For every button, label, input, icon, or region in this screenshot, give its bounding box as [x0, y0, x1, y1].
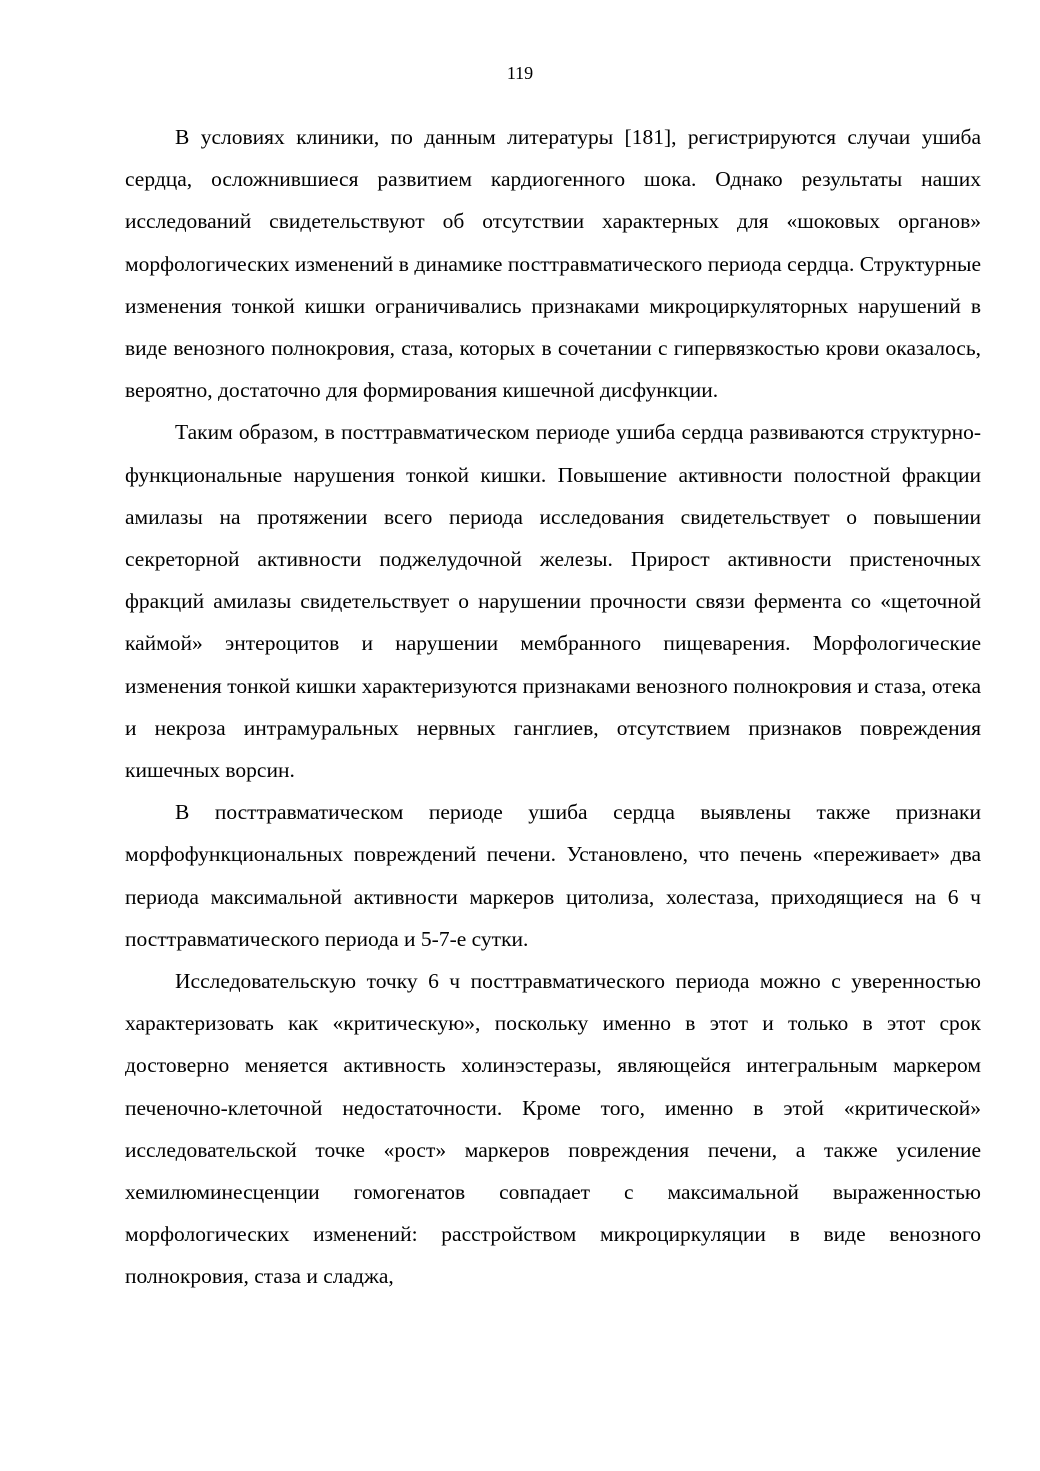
- document-body: [125, 116, 981, 1298]
- paragraph: Исследовательскую точку 6 ч посттравматического периода можно с уверенностью характеризовать как «критическую», поскольку именно в этот и только в этот срок достоверно меняется активность холинэстеразы, являющейся интегральным маркером печеночно-клеточной недостаточности. Кроме того, именно в этой «критической» исследовательской точке «рост» маркеров повреждения печени, а также усиление хемилюминесценции гомогенатов совпадает с максимальной выраженностью морфологических изменений: расстройством микроциркуляции в виде венозного полнокровия, стаза и сладжа,: [125, 969, 981, 1289]
- page-number: 119: [506, 63, 534, 83]
- paragraph: В условиях клиники, по данным литературы [181], регистрируются случаи ушиба сердца, осложнившиеся развитием кардиогенного шока. Однако результаты наших исследований свидетельствуют об отсутствии характерных для «шоковых органов» морфологических изменений в динамике посттравматического периода сердца. Структурные изменения тонкой кишки ограничивались признаками микроциркуляторных нарушений в виде венозного полнокровия, стаза, которых в сочетании с гипервязкостью крови оказалось, вероятно, достаточно для формирования кишечной дисфункции.: [125, 125, 981, 403]
- paragraph: В посттравматическом периоде ушиба сердца выявлены также признаки морфофункциональных повреждений печени. Установлено, что печень «переживает» два периода максимальной активности маркеров цитолиза, холестаза, приходящиеся на 6 ч посттравматического периода и 5-7-е сутки.: [125, 800, 981, 951]
- paragraph: Таким образом, в посттравматическом периоде ушиба сердца развиваются структурно-функциональные нарушения тонкой кишки. Повышение активности полостной фракции амилазы на протяжении всего периода исследования свидетельствует о повышении секреторной активности поджелудочной железы. Прирост активности пристеночных фракций амилазы свидетельствует о нарушении прочности связи фермента со «щеточной каймой» энтероцитов и нарушении мембранного пищеварения. Морфологические изменения тонкой кишки характеризуются признаками венозного полнокровия и стаза, отека и некроза интрамуральных нервных ганглиев, отсутствием признаков повреждения кишечных ворсин.: [125, 420, 981, 783]
